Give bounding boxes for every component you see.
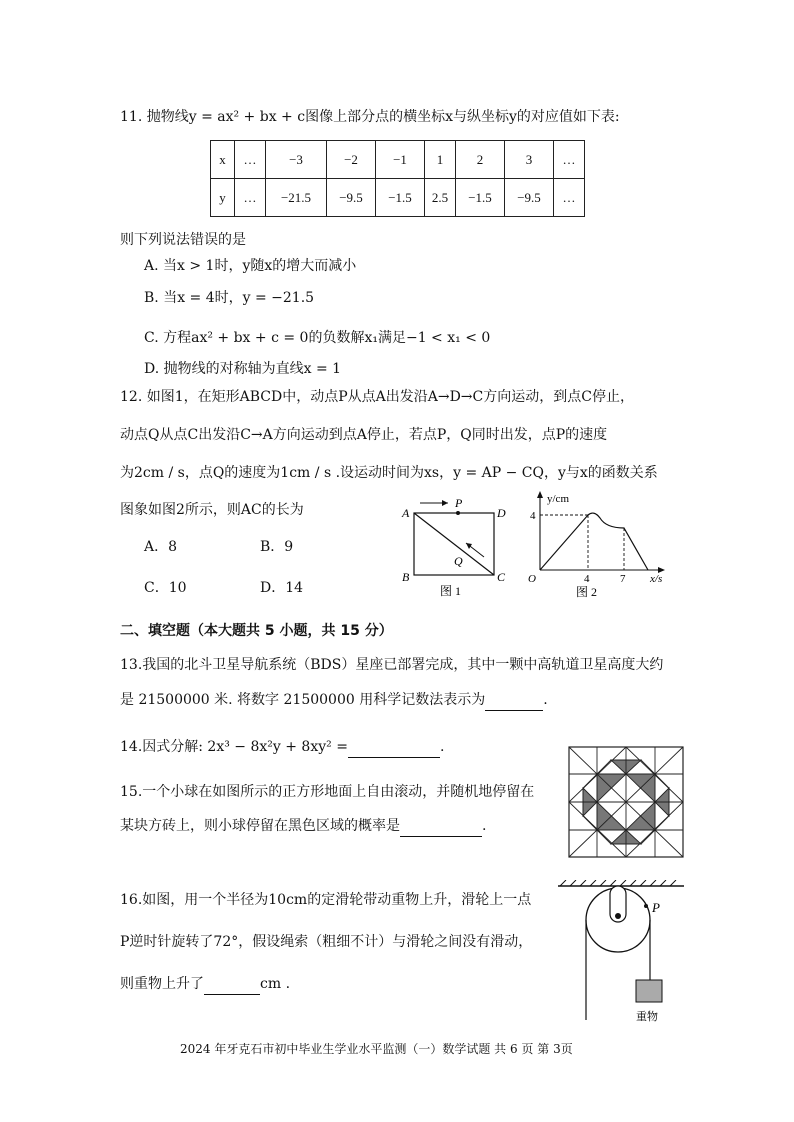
axis-x-label: x/s <box>650 573 663 585</box>
q16-answer-blank[interactable] <box>204 974 260 995</box>
q13-line2 <box>120 690 548 711</box>
table-cell: … <box>554 141 585 179</box>
q13-line1: 13.我国的北斗卫星导航系统（BDS）星座已部署完成，其中一颗中高轨道卫星高度大约 <box>120 657 664 673</box>
table-cell: 1 <box>425 141 456 179</box>
q11-option-c: C. 方程ax² + bx + c = 0的负数解x₁满足−1 < x₁ < 0 <box>144 330 491 346</box>
vertex-a-label: A <box>402 506 410 520</box>
q15-period: . <box>482 818 487 834</box>
q12-line1: 12. 如图1，在矩形ABCD中，动点P从点A出发沿A→D→C方向运动，到点C停止， <box>120 389 634 405</box>
vertex-c-label: C <box>497 570 506 584</box>
table-cell: … <box>554 179 585 217</box>
x-tick-label: 4 <box>584 573 590 585</box>
vertex-b-label: B <box>402 570 410 584</box>
q15-tile-figure <box>568 746 684 858</box>
table-row <box>211 179 585 217</box>
q16-line3 <box>120 974 290 995</box>
q16-line1: 16.如图，用一个半径为10cm的定滑轮带动重物上升，滑轮上一点 <box>120 892 532 908</box>
q13-text: 是 21500000 米. 将数字 21500000 用科学记数法表示为 <box>120 692 486 708</box>
x-tick-label: 7 <box>620 573 626 585</box>
q12-figure-2 <box>522 488 672 600</box>
q13-answer-blank[interactable] <box>485 690 543 711</box>
q14-period: . <box>439 739 445 755</box>
q12-line4: 图象如图2所示，则AC的长为 <box>120 502 304 518</box>
q12-figure-1 <box>398 495 516 600</box>
vertex-d-label: D <box>497 506 506 520</box>
table-cell: −1.5 <box>376 179 425 217</box>
table-cell: y <box>211 179 235 217</box>
q12-option-a: A．8 <box>144 539 178 555</box>
q14-line <box>120 737 444 758</box>
y-tick-label: 4 <box>530 510 536 522</box>
q12-line2: 动点Q从点C出发沿C→A方向运动到点A停止，若点P，Q同时出发，点P的速度 <box>120 427 608 443</box>
q12-line3: 为2cm / s，点Q的速度为1cm / s .设运动时间为xs，y = AP − CQ，y与x的函数关系 <box>120 465 658 481</box>
figure-2-caption: 图 2 <box>576 585 598 599</box>
q11-option-d: D. 抛物线的对称轴为直线x = 1 <box>144 361 342 377</box>
q16-unit: cm . <box>260 976 291 992</box>
q11-value-table <box>210 140 585 217</box>
table-cell: −1 <box>376 141 425 179</box>
q11-option-a: A. 当x > 1时，y随x的增大而减小 <box>144 258 357 274</box>
pulley-point-p-label: P <box>652 900 660 915</box>
q15-line2 <box>120 816 486 837</box>
table-cell: … <box>235 141 266 179</box>
origin-label: O <box>528 573 536 585</box>
section-title: 二、填空题（本大题共 5 小题，共 15 分） <box>120 623 393 639</box>
q12-option-d: D．14 <box>260 580 304 596</box>
table-cell: 3 <box>505 141 554 179</box>
q15-answer-blank[interactable] <box>400 816 482 837</box>
table-cell: −1.5 <box>456 179 505 217</box>
page-footer: 2024 年牙克石市初中毕业生学业水平监测（一）数学试题 共 6 页 第 3页 <box>180 1042 573 1056</box>
q15-text: 某块方砖上，则小球停留在黑色区域的概率是 <box>120 818 400 834</box>
q16-text: 则重物上升了 <box>120 976 204 992</box>
q11-prompt: 则下列说法错误的是 <box>120 232 246 248</box>
table-cell: −21.5 <box>266 179 327 217</box>
q12-option-c: C．10 <box>144 580 187 596</box>
figure-1-caption: 图 1 <box>440 584 462 598</box>
q16-pulley-figure <box>556 880 686 1024</box>
point-q-label: Q <box>454 554 463 568</box>
table-cell: −9.5 <box>327 179 376 217</box>
q14-text: 14.因式分解: 2x³ − 8x²y + 8xy² = <box>120 739 348 755</box>
table-cell: −2 <box>327 141 376 179</box>
table-cell: … <box>235 179 266 217</box>
table-cell: −9.5 <box>505 179 554 217</box>
q11-stem: 11. 抛物线y = ax² + bx + c图像上部分点的横坐标x与纵坐标y的对应值如下表: <box>120 109 620 125</box>
table-row <box>211 141 585 179</box>
axis-y-label: y/cm <box>547 493 569 505</box>
q16-line2: P逆时针旋转了72°，假设绳索（粗细不计）与滑轮之间没有滑动， <box>120 934 533 950</box>
point-p-label: P <box>455 496 463 510</box>
weight-label: 重物 <box>636 1011 658 1023</box>
q11-option-b: B. 当x = 4时，y = −21.5 <box>144 290 315 306</box>
q14-answer-blank[interactable] <box>348 737 440 758</box>
q15-line1: 15.一个小球在如图所示的正方形地面上自由滚动，并随机地停留在 <box>120 784 535 800</box>
table-cell: 2 <box>456 141 505 179</box>
table-cell: −3 <box>266 141 327 179</box>
q12-option-b: B．9 <box>260 539 294 555</box>
q13-period: . <box>543 692 548 708</box>
table-cell: 2.5 <box>425 179 456 217</box>
table-cell: x <box>211 141 235 179</box>
